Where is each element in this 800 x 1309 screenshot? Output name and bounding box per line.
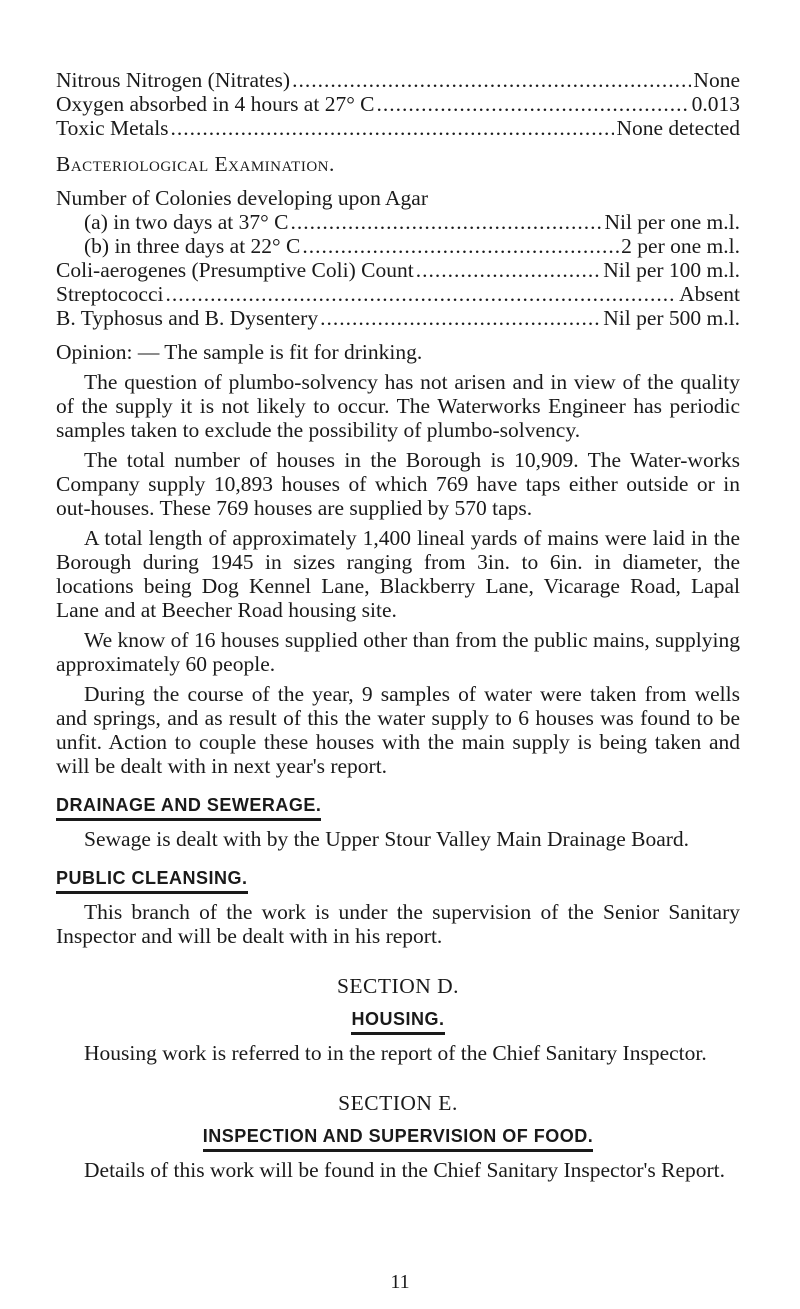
row-label: (a) in two days at 37° C [84,210,289,234]
paragraph-houses: The total number of houses in the Borough is 10,909. The Water-works Company supply 10,893 houses of which 769 have taps either outside or in out-houses. These 769 houses are supplied by 570 taps. [56,448,740,520]
bact-row-typhosus [56,306,740,330]
drainage-heading: DRAINAGE AND SEWERAGE. [56,793,321,821]
analysis-row-nitrates [56,68,740,92]
bacteriological-subtitle: Number of Colonies developing upon Agar [56,186,429,210]
section-e-title: SECTION E. [338,1091,458,1115]
row-value: None detected [616,116,740,140]
row-value: Nil per 500 m.l. [603,306,740,330]
dot-leader [165,282,677,306]
section-d-title: SECTION D. [336,974,460,998]
paragraph-private-supply: We know of 16 houses supplied other than from the public mains, supplying approximately 60 people. [56,628,740,676]
row-label: Coli-aerogenes (Presumptive Coli) Count [56,258,414,282]
row-value: None [693,68,740,92]
row-value: 2 per one m.l. [621,234,740,258]
bact-row-streptococci [56,282,740,306]
paragraph-wells: During the course of the year, 9 samples of water were taken from wells and springs, and as result of this the water supply to 6 houses was found to be unfit. Action to couple these houses with the main supply is being taken and will be dealt with in next year's report. [56,682,740,778]
row-label: Nitrous Nitrogen (Nitrates) [56,68,291,92]
page-number: 11 [390,1271,410,1293]
cleansing-heading: PUBLIC CLEANSING. [56,866,248,894]
row-label: Toxic Metals [56,116,169,140]
dot-leader [320,306,601,330]
drainage-text: Sewage is dealt with by the Upper Stour Valley Main Drainage Board. [84,827,690,851]
dot-leader [302,234,619,258]
row-label: (b) in three days at 22° C [84,234,301,258]
food-inspection-heading: INSPECTION AND SUPERVISION OF FOOD. [203,1124,594,1152]
bact-row-two-days [56,210,740,234]
row-label: Oxygen absorbed in 4 hours at 27° C [56,92,375,116]
page-content [56,68,740,1182]
bact-row-three-days [56,234,740,258]
dot-leader [377,92,690,116]
row-value: Nil per 100 m.l. [603,258,740,282]
cleansing-text: This branch of the work is under the supervision of the Senior Sanitary Inspector and will be dealt with in his report. [56,900,740,948]
food-inspection-text: Details of this work will be found in the Chief Sanitary Inspector's Report. [84,1158,725,1182]
housing-text: Housing work is referred to in the report of the Chief Sanitary Inspector. [84,1041,707,1065]
opinion-line: Opinion: — The sample is fit for drinking. [56,340,423,364]
row-label: Streptococci [56,282,164,306]
paragraph-plumbo-solvency: The question of plumbo-solvency has not arisen and in view of the quality of the supply it is not likely to occur. The Waterworks Engineer has periodic samples taken to exclude the possibility of plumbo-solvency. [56,370,740,442]
row-value: 0.013 [691,92,740,116]
dot-leader [416,258,602,282]
bacteriological-title: Bacteriological Examination. [56,152,335,176]
row-value: Absent [679,282,740,306]
housing-heading: HOUSING. [351,1007,444,1035]
row-value: Nil per one m.l. [604,210,740,234]
dot-leader [292,68,691,92]
analysis-row-toxic-metals [56,116,740,140]
dot-leader [290,210,602,234]
row-label: B. Typhosus and B. Dysentery [56,306,319,330]
bact-row-coli [56,258,740,282]
paragraph-mains: A total length of approximately 1,400 lineal yards of mains were laid in the Borough during 1945 in sizes ranging from 3in. to 6in. in diameter, the locations being Dog Kennel Lane, Blackberry Lane, Vicarage Road, Lapal Lane and at Beecher Road housing site. [56,526,740,622]
analysis-row-oxygen [56,92,740,116]
dot-leader [171,116,615,140]
